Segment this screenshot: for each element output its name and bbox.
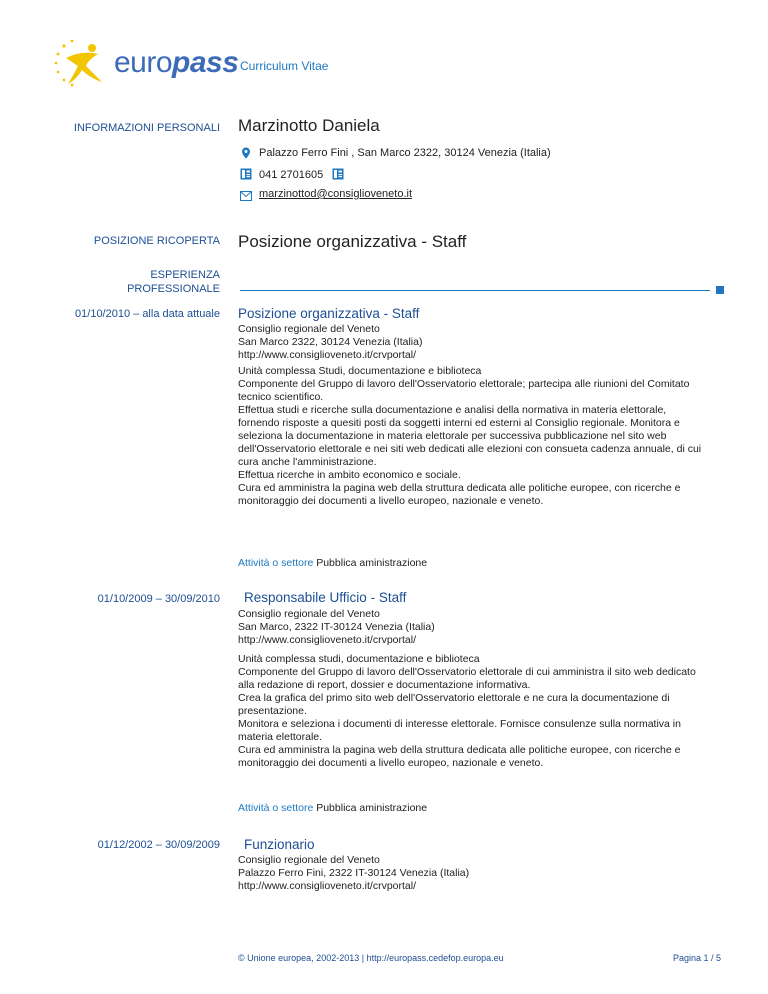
job-description-line: Effettua ricerche in ambito economico e sociale.	[238, 469, 461, 481]
employer-address: Palazzo Ferro Fini, 2322 IT-30124 Venezia (Italia)	[238, 867, 470, 879]
job-description-line: Componente del Gruppo di lavoro dell'Osservatorio elettorale; partecipa alle riunioni del Comitato tecnico scientifico.	[238, 378, 690, 403]
section-label-experience	[127, 268, 220, 296]
job-description-line: Cura ed amministra la pagina web della struttura dedicata alle politiche europee, con ricerche e monitoraggio dei documenti a livello europeo, nazionale e veneto.	[238, 744, 681, 769]
job-title: Funzionario	[244, 837, 315, 852]
sector-key: Attività o settore	[238, 802, 314, 814]
document-title: Curriculum Vitae	[240, 59, 329, 73]
address-text: Palazzo Ferro Fini , San Marco 2322, 30124 Venezia (Italia)	[259, 147, 551, 159]
footer-page-number: Pagina 1 / 5	[672, 953, 721, 963]
sector-value: Pubblica aministrazione	[316, 802, 428, 814]
section-label-position: POSIZIONE RICOPERTA	[93, 235, 220, 247]
employer-name: Consiglio regionale del Veneto	[238, 608, 380, 620]
section-label-personal: INFORMAZIONI PERSONALI	[73, 122, 220, 134]
employer-url: http://www.consiglioveneto.it/crvportal/	[238, 349, 416, 361]
employer-address: San Marco, 2322 IT-30124 Venezia (Italia)	[238, 621, 435, 633]
address-row	[240, 147, 551, 159]
job-description-line: Effettua studi e ricerche sulla documentazione e analisi della normativa in materia elettorale, fornendo risposte a quesiti posti da soggetti interni ed esterni al Consiglio regionale. Monitora e seleziona la documentazione in materia elettorale per successiva pubblicazione nel sito web dell'Osservatorio elettorale e nei siti web dedicati alle elezioni con consueta cadenza annuale, di cui cura anche l'amministrazione.	[238, 404, 702, 468]
location-pin-icon	[240, 147, 252, 159]
job-description	[238, 365, 708, 508]
job-date: 01/12/2002 – 30/09/2009	[97, 839, 220, 851]
job-description	[238, 653, 708, 770]
email-row	[240, 188, 412, 200]
phone-row	[240, 168, 344, 181]
job-sector	[238, 802, 427, 814]
email-link[interactable]: marzinottod@consiglioveneto.it	[259, 188, 413, 200]
europass-logo	[52, 36, 239, 92]
europass-wordmark: europass	[114, 46, 239, 79]
position-title: Posizione organizzativa - Staff	[238, 232, 467, 251]
employer-address: San Marco 2322, 30124 Venezia (Italia)	[238, 336, 423, 348]
mobile-phone-icon	[332, 168, 344, 180]
job-date: 01/10/2009 – 30/09/2010	[97, 593, 220, 605]
europass-star-figure-icon	[52, 36, 114, 92]
email-envelope-icon	[240, 190, 252, 202]
job-employer	[238, 323, 422, 362]
sector-key: Attività o settore	[238, 557, 314, 569]
phone-text: 041 2701605	[259, 169, 324, 181]
job-title: Posizione organizzativa - Staff	[238, 306, 420, 321]
job-description-line: Unità complessa studi, documentazione e biblioteca	[238, 653, 480, 665]
job-description-line: Unità complessa Studi, documentazione e biblioteca	[238, 365, 482, 377]
section-divider-marker	[716, 286, 724, 294]
job-date: 01/10/2010 – alla data attuale	[75, 308, 220, 320]
employer-url: http://www.consiglioveneto.it/crvportal/	[238, 880, 416, 892]
section-label-experience-line1: ESPERIENZA	[150, 269, 220, 281]
person-name: Marzinotto Daniela	[238, 116, 380, 135]
job-title: Responsabile Ufficio - Staff	[244, 590, 407, 605]
phone-icon	[240, 168, 252, 180]
section-label-experience-line2: PROFESSIONALE	[127, 283, 220, 295]
employer-name: Consiglio regionale del Veneto	[238, 854, 380, 866]
job-description-line: Crea la grafica del primo sito web dell'Osservatorio elettorale e ne cura la documentazione di presentazione.	[238, 692, 670, 717]
job-sector	[238, 557, 427, 569]
job-description-line: Componente del Gruppo di lavoro dell'Osservatorio elettorale di cui amministra il sito web dedicato alla redazione di report, dossier e documentazione informativa.	[238, 666, 696, 691]
job-employer	[238, 608, 435, 647]
section-divider	[240, 290, 710, 291]
footer-copyright: © Unione europea, 2002-2013 | http://europass.cedefop.europa.eu	[238, 953, 504, 963]
job-employer	[238, 854, 469, 893]
job-description-line: Monitora e seleziona i documenti di interesse elettorale. Fornisce consulenze sulla normativa in materia elettorale.	[238, 718, 681, 743]
employer-url: http://www.consiglioveneto.it/crvportal/	[238, 634, 416, 646]
job-description-line: Cura ed amministra la pagina web della struttura dedicata alle politiche europee, con ricerche e monitoraggio dei documenti a livello europeo, nazionale e veneto.	[238, 482, 681, 507]
sector-value: Pubblica aministrazione	[316, 557, 428, 569]
employer-name: Consiglio regionale del Veneto	[238, 323, 380, 335]
